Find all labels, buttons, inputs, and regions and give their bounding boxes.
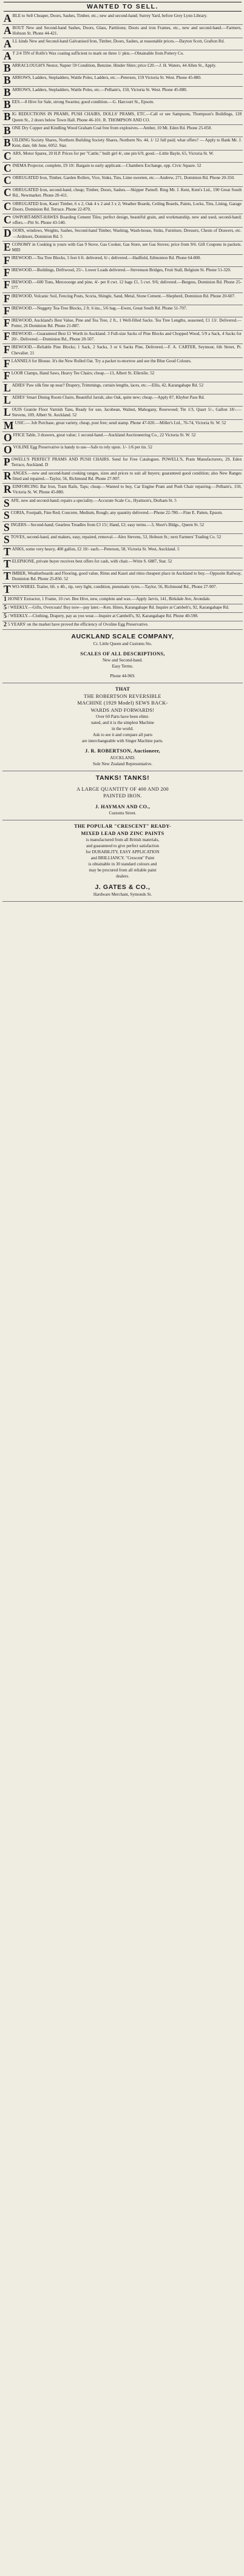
drop-cap: S xyxy=(4,509,10,521)
drop-cap: C xyxy=(4,150,12,163)
classified-ad xyxy=(2,242,243,255)
classified-ad xyxy=(2,370,243,382)
classified-ad xyxy=(2,621,243,630)
classified-ad xyxy=(2,13,243,25)
drop-cap: C xyxy=(4,187,12,199)
drop-cap: L xyxy=(4,382,11,394)
robertson-ad-line: J. R. ROBERTSON, Auctioneer, xyxy=(85,748,160,754)
classified-ad xyxy=(2,175,243,187)
robertson-ad-line: Over 60 Parts have been elimi- xyxy=(95,714,150,720)
crescent-ad-line: and BRILLIANCY. "Crescent" Paint xyxy=(90,856,155,861)
drop-cap: M xyxy=(4,420,14,432)
drop-cap: F xyxy=(4,317,10,329)
classified-ad xyxy=(2,267,243,279)
ad-text: OUIS Granite Floor Varnish Tans, Ready for use, Jacobean, Walnut, Mahogany, Rosewood; Tin 1/3, Quart 5/-, Gallon 18/-.—Stevens, 109, Albert St. Auckland. 52 xyxy=(12,407,242,418)
drop-cap: F xyxy=(4,292,10,305)
ad-text: ORRUGATED Iron, Timber, Garden Rollers, Vice, Sinks, Tins, Lime sweeten, etc.—Andrew, 271, Dominion Rd. Phone 20-350. xyxy=(12,175,235,181)
classified-ad xyxy=(2,293,243,305)
ad-text: USIC.— Job Purchase, great variety, cheap, post free; send stamp. Phone 47-020.—Miller's Ltd., 76-74, Victoria St. W. 52 xyxy=(15,421,226,426)
ad-text: ARS, Motor Spares, 20 H.P. Prices for per "Cattle," built girl 4/, one pin 6/9, good.—Little Bayle, 65, Victoria St. W. xyxy=(12,151,214,157)
ad-text: BLE to Sell Cheaper, Doors, Sashes, Timber, etc.; new and second-hand; Surrey Yard, before Grey Lynn Library. xyxy=(12,13,208,18)
ad-text: ANKS, some very heavy, 400 gallon, £2 10/- each.—Peterson, 58, Victoria St. West, Auckland. 5 xyxy=(12,546,180,552)
classified-ad xyxy=(2,570,243,584)
scale-ad-line: Phone 44-969. xyxy=(110,674,135,679)
drop-cap: L xyxy=(4,406,11,418)
drop-cap: C xyxy=(4,163,12,175)
drop-cap: F xyxy=(4,255,10,267)
drop-cap: O xyxy=(4,444,12,456)
ad-text: ARROWS, Ladders, Stepladders, Wattle Poles, Ladders, etc.—Petersen, 159 Victoria St. West. Phone 45-880. xyxy=(12,75,202,81)
scale-company-ad xyxy=(2,630,243,684)
tanks-ad-line: TANKS! TANKS! xyxy=(95,774,150,782)
scale-ad-line: Easy Terms. xyxy=(112,664,134,669)
classified-ad xyxy=(2,420,243,432)
classified-ad xyxy=(2,522,243,534)
drop-cap: F xyxy=(4,267,10,279)
classified-ad xyxy=(2,344,243,357)
robertson-ad-line: THAT xyxy=(115,686,130,692)
drop-cap: E xyxy=(4,241,11,253)
classified-ad xyxy=(2,50,243,63)
classified-ad xyxy=(2,75,243,87)
classified-column xyxy=(2,0,243,2576)
ad-text: INEMA Projector, complete, £9 10/. Bargain to early applicant.—Chambers Exchange, opp. Civic Square. 52 xyxy=(12,163,202,169)
drop-cap: B xyxy=(4,87,11,99)
drop-cap: B xyxy=(4,111,11,123)
classified-ad xyxy=(2,444,243,456)
drop-cap: S xyxy=(4,533,10,546)
classified-ad xyxy=(2,432,243,444)
crescent-ad-line: dealers. xyxy=(116,874,129,879)
ad-text: LL kinds New and Second-hand Galvanised Iron, Timber, Doors, Sashes, at reasonable prices.—Dayton Scott, Grafton Rd. xyxy=(12,39,225,44)
crescent-ad-line: and guaranteed to give perfect satisfaction xyxy=(86,843,159,849)
ad-text: ARRACLOUGH'S Nestor, Napier 59 Condition, Benzine. Hinder Shire; price £20.—J. H. Waters, 44 Allen St., Apply. xyxy=(12,63,217,69)
ads-list xyxy=(2,13,243,630)
ad-text: WO-WHEEL Trailer, 6ft. x 4ft., tip, very light, condition, pneumatic tyres.—Taylor, 56, Richmond Rd., Phone 27-907. xyxy=(12,584,217,589)
classified-ad xyxy=(2,99,243,111)
drop-cap: A xyxy=(4,50,12,63)
robertson-ad-line: THE ROBERTSON REVERSIBLE xyxy=(84,693,161,699)
crescent-ad-line: for DURABILITY, EASY APPLICATION xyxy=(86,850,160,855)
drop-cap: S xyxy=(4,521,10,533)
ad-text: IREWOOD.—Reliable Pine Blocks; 1 Sack, 2 Sacks, 3 or 6 Sacks Pine, Delivered.—F. A. CARTER, Seymour, 6th Street, Pt. Chevalier. 21 xyxy=(11,345,242,356)
classified-ad xyxy=(2,279,243,292)
drop-cap: A xyxy=(4,13,12,24)
classified-ad xyxy=(2,305,243,317)
classified-ad xyxy=(2,456,243,470)
drop-cap: O xyxy=(4,432,12,444)
tanks-ad xyxy=(2,771,243,821)
ad-text: / WEEKLY.—Clothing, Drapery, pay as you wear.—Inquire at Cambell's, 92, Karangahape Rd. Phone 40-598. xyxy=(8,613,198,618)
ad-text: IREWOOD.—Guaranteed Best £1 Worth in Auckland. 3 Full-size Sacks of Pine Blocks and Chopped Wood, 5/9 a Sack, 4 Sacks for 20/-. Delivered.—Dominion Rd., Phone 20-507. xyxy=(11,331,242,342)
tanks-ad-line: A LARGE QUANTITY OF 400 AND 200 xyxy=(76,786,169,792)
ad-text: EES.—8 Hive for Sale, strong Swarms; good condition.—G. Harcourt St., Epsom. xyxy=(12,100,154,105)
ad-text: LANNELS for Blouse. It's the New Rolled Oat. Try a packet to-morrow and see the Blue Good Colours. xyxy=(11,358,192,363)
ad-text: IREWOOD.—Tea Tree Blocks, 5 feet 6 ft. delivered, 6/-; delivered.—Hadfield, Edmonton Rd. Phone 64-800. xyxy=(11,255,202,261)
drop-cap: A xyxy=(4,38,12,50)
classified-ad xyxy=(2,125,243,137)
drop-cap: F xyxy=(4,357,10,370)
classified-ad xyxy=(2,534,243,546)
ad-text: / WEEKLY.—Gifts, Overcoats! Buy now—pay later.—Ken. Hines, Karangahape Rd. Inquire at Cambelt's, 92, Karangahape Rd. xyxy=(8,604,229,610)
scale-ad-line: New and Second-hand. xyxy=(103,658,143,663)
drop-cap: T xyxy=(4,558,11,570)
ad-text: IMBER, Weatherboards and Flooring, good value, Rimu and Kauri and rimu cheapest place in Auckland to buy.—Opposite Railway, Dominion Rd. Phone 25-850. 52 xyxy=(12,570,242,581)
section-heading: WANTED TO SELL. xyxy=(4,2,242,12)
drop-cap: L xyxy=(4,394,11,406)
scale-ad-line: AUCKLAND SCALE COMPANY, xyxy=(71,632,174,640)
ad-text: IREWOOD, Volcanic Soil, Fencing Posts, Scoria, Shingle, Sand, Metal, Stone Cement.—Shepherd, Dominion Rd. Phone 20-607. xyxy=(11,293,236,299)
drop-cap: F xyxy=(4,305,10,317)
drop-cap: B xyxy=(4,124,11,137)
ad-text: ORRUGATED Iron, Kauri Timber, 6 x 2, Oak 4 x 2 and 3 x 2; Weather Boards, Ceiling Boards, Paints, Locks, Tins, Lining, Garage Doors. Dominion Rd. Terrace. Phone 22-870. xyxy=(12,201,242,212)
drop-cap: P xyxy=(4,456,10,468)
drop-cap: F xyxy=(4,344,10,356)
ad-text: IREWOOD, Auckland's Best Value, Pine and Tea Tree, 2 ft., 1 Well-filled Sacks. Tea Tree Lengths, seasoned, £1 13/. Delivered.—Potter, 26 Dominion Rd. Phone 21-887. xyxy=(11,317,242,328)
drop-cap: F xyxy=(4,331,10,343)
classified-ad xyxy=(2,255,243,267)
ad-text: ADIES' Smart Dining Room Chairs, Beautiful Jarrah, also Oak, quite new; cheap.—Apply 87, Khyber Pass Rd. xyxy=(12,394,205,400)
classified-ad xyxy=(2,63,243,75)
classified-ad xyxy=(2,214,243,228)
ad-text: ORRUGATED Iron, second-hand, cheap; Timber, Doors, Sashes.—Skipper Parnell. Ring Mr. J. Kent, Kent's Ltd., 190 Great South Rd., Newmarket. Phone 20-411. xyxy=(12,188,242,198)
robertson-ad-line: MACHINE (1929 Model) SEWS BACK- xyxy=(77,700,168,706)
scale-ad-line: SCALES OF ALL DESCRIPTIONS, xyxy=(80,651,165,657)
classified-ad xyxy=(2,331,243,344)
ad-text: VOLINE Egg Preservative is handy to use—Safe to rely upon. 1/- 1/6 per tin. 52 xyxy=(13,445,152,450)
ad-text: EINFORCING Bar Iron, Tram Rails, Taps; cheap.—Wanted to buy, Car Engine Pram and Push Chair repairing.—Pelham's, 150, Victoria St. W. Phone 45-880. xyxy=(12,484,242,495)
drop-cap: S xyxy=(4,497,10,509)
drop-cap: B xyxy=(4,63,11,75)
robertson-ad-line: Ask to see it and compare all parts xyxy=(93,732,152,738)
drop-cap: T xyxy=(4,546,11,558)
classified-ad xyxy=(2,498,243,510)
ad-text: ARROWS, Ladders, Stepladders, Wattle Poles, etc.—Pelham's, 150, Victoria St. West. Phone 45-880. xyxy=(12,87,188,93)
drop-cap: C xyxy=(4,200,12,212)
ad-text: INGERS—Second-hand; Gearless Treadles from £3 15/; Hand, £2; easy terms.—3, Short's Bldgs., Queen St. 52 xyxy=(10,522,205,527)
ad-text: UILDING Society Shares, Northern Building Society Shares, Northern No. 44, 1/ 12 full paid; what offers? — Apply to Bank Mr. J. Kent, date, 6th June, 6052. Star. xyxy=(12,137,242,149)
classified-ad xyxy=(2,470,243,484)
crescent-ad-line: MIXED LEAD AND ZINC PAINTS xyxy=(81,830,164,836)
classified-ad xyxy=(2,510,243,522)
classified-ad xyxy=(2,228,243,241)
crescent-paints-ad xyxy=(2,820,243,902)
ad-text: AFE, new and second-hand; repairs a speciality.—Accurate Scale Co., Hyattson's, Durham St. 5 xyxy=(10,498,177,503)
classified-ad xyxy=(2,394,243,407)
classified-ad xyxy=(2,484,243,497)
ad-text: OWPORT-MINT-HAWES Boarding Cement Tiles; perfect design, beautiful grain, and workmanship, new and used, second-hand; offers.—Pitt St. Phone 43-540. xyxy=(12,215,242,226)
ad-text: ONE Dry Copper and Kindling Wood Graham Coal free from explosives.—Amber, 10 Mt. Eden Rd. Phone 25-050. xyxy=(12,125,212,130)
robertson-ad-line: AUCKLAND. xyxy=(110,755,135,760)
robertson-ad-line: are interchangeable with Singer Machine parts. xyxy=(82,739,163,744)
drop-cap: R xyxy=(4,484,12,496)
ad-text: FFICE Table, 3 drawers, great value; 1 second-hand.—Auckland Auctioneering Co., 22 Victoria St. W. 52 xyxy=(13,433,196,438)
classified-ad xyxy=(2,604,243,613)
ad-text: OWELL'S PERFECT PRAMS AND PUSH CHAIRS. Send for Free Catalogues. POWELL'S, Pram Manufacturers, 29, Eden Terrace, Auckland. D xyxy=(11,457,242,468)
classified-ad xyxy=(2,38,243,50)
tanks-ad-line: PAINTED IRON. xyxy=(103,793,142,799)
ad-text: ANGES.—new and second-hand cooking ranges, sizes and prices to suit all buyers; guaranteed good condition; also New Ranges fitted and repaired.—Taylor, 56, Richmond Rd. Phone 27-907. xyxy=(12,470,242,481)
ad-text: 5 YEARS' on the market have proved the efficiency of Ovoline Egg Preservative. xyxy=(8,621,149,627)
drop-cap: 5 xyxy=(4,604,7,611)
drop-cap: D xyxy=(4,228,12,240)
scale-ad-line: Cr. Little Queen and Customs Sts. xyxy=(93,641,152,646)
crescent-ad-line: THE POPULAR "CRESCENT" READY- xyxy=(74,823,171,830)
classified-ad xyxy=(2,25,243,38)
ad-text: OORS, windows, Weights, Sashes, Second-hand Timber, Washing, Wash-house, Sinks, Furniture, Dressers, Chests of Drawers, etc.—Ardmore, Dominion Rd. 5 xyxy=(12,228,242,239)
drop-cap: B xyxy=(4,137,11,149)
drop-cap: 2 xyxy=(4,621,7,628)
crescent-ad-line: may be procured from all reliable paint xyxy=(89,868,157,873)
ad-text: ADIES' Paw silk fine up near? Drapery, Trimmings, curtain lengths, laces, etc.—Ellis, 42, Karangahape Rd. 52 xyxy=(12,382,204,388)
ad-text: ELEPHONE, private buyer receives best offers for cash, with chair.—Write S. 6887, Star. 52 xyxy=(12,558,172,564)
ad-text: IREWOOD.—Nuggety Tea-Tree Blocks, 2 ft. 6 ins., 5/6 bag.—Ewen, Great South Rd. Phone 51-707. xyxy=(11,305,188,311)
classified-ad xyxy=(2,150,243,163)
drop-cap: C xyxy=(4,214,12,226)
robertson-ad-line: WARDS AND FORWARDS! xyxy=(90,707,155,713)
robertson-ad-line: in the world. xyxy=(111,726,134,732)
classified-ad xyxy=(2,137,243,150)
classified-ad xyxy=(2,358,243,370)
drop-cap: B xyxy=(4,75,11,87)
ad-text: CORIA, Footpath, Fine Red; Concrete, Medium, Rough; any quantity delivered.—Phone 22-780.—Fine E. Patten, Epsom. xyxy=(10,510,223,515)
classified-ad xyxy=(2,187,243,200)
drop-cap: 1 xyxy=(4,595,7,603)
drop-cap: R xyxy=(4,470,12,482)
drop-cap: F xyxy=(4,370,10,382)
robertson-ad-line: nated, and it is the simplest Machine xyxy=(91,720,154,726)
classified-ad xyxy=(2,613,243,621)
robertson-machine-ad xyxy=(2,683,243,771)
ad-text: BOUT New and Second-hand Sashes, Doors, Glass, Partitions; Doors and iron Frames, etc., new and second-hand.—Farmers, Hobson St. Phone 44-421. xyxy=(12,25,242,36)
drop-cap: T xyxy=(4,570,11,582)
robertson-ad-line: Sole New Zealand Representative. xyxy=(92,761,153,766)
classified-ad xyxy=(2,407,243,420)
crescent-ad-line: is obtainable in 30 standard colours and xyxy=(88,862,157,867)
drop-cap: C xyxy=(4,175,12,187)
drop-cap: T xyxy=(4,583,11,595)
drop-cap: A xyxy=(4,25,12,36)
classified-ad xyxy=(2,382,243,394)
ad-text: IREWOOD.—Buildings, Driftwood, 25/-. Lower Loads delivered.—Stevenson Bridges, Fruit Stall, Belgium St. Phone 51-320. xyxy=(11,268,231,273)
classified-ad xyxy=(2,201,243,214)
ad-text: TOVES, second-hand, and makers, easy, repaired, removal.—Alex Stevens, 53, Hobson St.; next Farmers' Trading Co. 52 xyxy=(10,534,222,539)
tanks-ad-line: J. HAYMAN AND CO., xyxy=(95,803,151,810)
classified-ad xyxy=(2,546,243,558)
ad-text: HONEY Extractor, 1 Frame, 10 cwt. Bee Hive, new, complete and wax.—Apply Jarvis, 141, Birkdale Ave, Avondale. xyxy=(8,596,211,601)
ad-text: LOOR Clamps, Hand Saws, Heavy Tee Chairs; cheap.—13, Albert St. Ellerslie. 52 xyxy=(11,370,155,376)
crescent-ad-line: J. GATES & CO., xyxy=(95,884,151,891)
classified-ad xyxy=(2,317,243,331)
classified-ad xyxy=(2,163,243,175)
ad-text: IG REDUCTIONS IN PRAMS, PUSH CHAIRS, DOLLS' PRAMS, ETC.—Call or see Sampsons, Thompson's Buildings, 128 Queen St., 2 doors below Town Hall. Phone 46-101. R. THOMPSON AND CO. xyxy=(12,112,242,123)
tanks-ad-line: Customs Street. xyxy=(109,811,137,816)
classified-ad xyxy=(2,558,243,570)
classified-ad xyxy=(2,111,243,124)
drop-cap: B xyxy=(4,99,11,111)
drop-cap: F xyxy=(4,279,10,291)
classified-ad xyxy=(2,596,243,604)
ad-text: IREWOOD.—600 Tons, Merceoorge and pine, 4/- per 8 cwt. 12 bags £1, 5 cwt. 9/6; delivered.—Burgess, Dominion Rd. Phone 25-577. xyxy=(11,280,242,291)
ad-text: CONOMY in Cooking is yours with Gas 9 Stove, Gas Cooker, Gas Store, see Gas Stoves; price from 9/6. Gift Coupons in packets. MID xyxy=(12,242,242,253)
ad-text: T 2/4 TIN of Rolfe's Wax coating sufficient to mark on three 1/ pkts.—Obtainable from Pottery Co. xyxy=(12,51,184,56)
crescent-ad-line: is manufactured from all British materials, xyxy=(86,837,160,843)
classified-ad xyxy=(2,584,243,596)
classified-ad xyxy=(2,87,243,99)
crescent-ad-line: Hardware Merchant, Symonds St. xyxy=(93,892,152,898)
drop-cap: 5 xyxy=(4,612,7,620)
